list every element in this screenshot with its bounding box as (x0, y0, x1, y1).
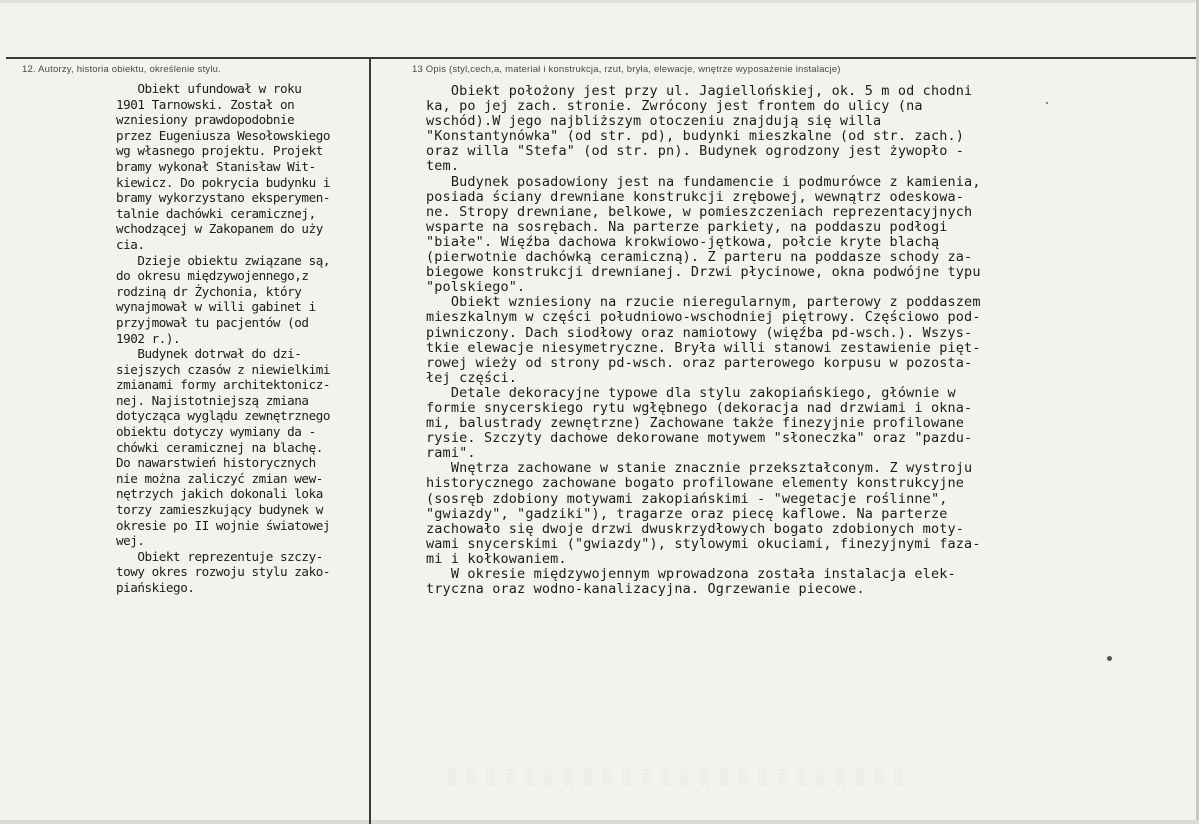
description-text-line: "białe". Więźba dachowa krokwiowo-jętkowa, połcie kryte blachą (426, 233, 940, 250)
description-text-line: Wnętrza zachowane w stanie znacznie przekształconym. Z wystroju (426, 460, 973, 477)
history-text-line: wchodzącej w Zakopanem do uży (116, 221, 323, 237)
history-text-line: talnie dachówki ceramicznej, (116, 205, 316, 221)
description-text-line: rowej wieży od strony pd-wsch. oraz parterowego korpusu w pozosta- (426, 354, 973, 371)
page-bottom-edge (0, 820, 1199, 824)
description-text-line: łej części. (426, 369, 518, 386)
description-text-line: rysie. Szczyty dachowe dekorowane motywem "słoneczka" oraz "pazdu- (426, 430, 973, 447)
history-text-line: bramy wykonał Stanisław Wit- (116, 158, 316, 174)
history-text-line: wzniesiony prawdopodobnie (116, 112, 295, 128)
description-text-line: tem. (426, 158, 460, 175)
history-text-line: bramy wykorzystano eksperymen- (116, 190, 330, 206)
history-text-line: rodziną dr Żychonia, który (116, 283, 302, 299)
history-column (116, 81, 368, 596)
description-text-line: "Konstantynówka" (od str. pd), budynki mieszkalne (od str. zach.) (426, 128, 965, 145)
history-text-line: cia. (116, 236, 145, 252)
history-text-line: Obiekt reprezentuje szczy- (116, 548, 323, 564)
section-13-header: 13 Opis (styl,cech,a, materiał i konstrukcja, rzut, bryła, elewacje, wnętrze wyposażenie instalacje) (412, 64, 841, 75)
history-text-line: nie można zaliczyć zmian wew- (116, 470, 323, 486)
history-text-line: wynajmował w willi gabinet i (116, 299, 316, 315)
history-text-line: towy okres rozwoju stylu zako- (116, 564, 330, 580)
description-text-line: (sosręb zdobiony motywami zakopiańskimi - "wegetacje roślinne", (426, 490, 948, 507)
faint-bleedthrough: ░░░░░░░░░░░░░░░░░░░░░░░░ (448, 770, 915, 786)
section-12-header: 12. Autorzy, historia obiektu, określenie stylu. (22, 64, 221, 75)
description-text-line: mi i kołkowaniem. (426, 550, 567, 567)
description-text-line: tryczna oraz wodno-kanalizacyjna. Ogrzewanie piecowe. (426, 581, 865, 598)
history-text-line: przyjmował tu pacjentów (od (116, 314, 309, 330)
description-text-line: wsparte na sosrębach. Na parterze parkiety, na poddaszu podłogi (426, 218, 948, 235)
history-text-line: zmianami formy architektonicz- (116, 377, 330, 393)
ink-dot (1107, 656, 1112, 661)
ink-speck (1046, 102, 1048, 104)
description-text-line: wschód).W jego najbliższym otoczeniu znajdują się willa (426, 113, 882, 130)
description-text-line: W okresie międzywojennym wprowadzona została instalacja elek- (426, 566, 956, 582)
description-text-line: formie snycerskiego rytu wgłębnego (dekoracja nad drzwiami i okna- (426, 399, 973, 416)
history-text-line: nej. Najistotniejszą zmiana (116, 392, 309, 408)
history-text-line: 1901 Tarnowski. Został on (116, 96, 295, 112)
description-text-line: piwniczony. Dach siodłowy oraz namiotowy (więźba pd-wsch.). Wszys- (426, 324, 973, 341)
history-text-line: nętrzych jakich dokonali loka (116, 486, 323, 502)
history-text-line: Do nawarstwień historycznych (116, 455, 316, 471)
description-text-line: biegowe konstrukcji drewnianej. Drzwi płycinowe, okna podwójne typu (426, 264, 981, 281)
description-text-line: Obiekt wzniesiony na rzucie nieregularnym, parterowy z poddaszem (426, 294, 981, 311)
description-text-line: wami snycerskimi ("gwiazdy"), stylowymi okuciami, finezyjnymi faza- (426, 535, 981, 552)
description-text-line: Detale dekoracyjne typowe dla stylu zakopiańskiego, głównie w (426, 384, 956, 401)
form-top-rule (6, 57, 1196, 59)
description-text-line: ka, po jej zach. stronie. Zwrócony jest frontem do ulicy (na (426, 98, 923, 115)
description-text-line: oraz willa "Stefa" (od str. pn). Budynek ogrodzony jest żywopło - (426, 143, 965, 160)
history-text-line: kiewicz. Do pokrycia budynku i (116, 174, 330, 190)
history-text-line: chówki ceramicznej na blachę. (116, 439, 323, 455)
history-text-line: siejszych czasów z niewielkimi (116, 361, 330, 377)
description-text-line: "gwiazdy", "gadziki"), tragarze oraz piecę kaflowe. Na parterze (426, 505, 948, 522)
description-text-line: tkie elewacje niesymetryczne. Bryła willi stanowi zestawienie pięt- (426, 339, 981, 356)
page-top-edge (0, 0, 1199, 3)
description-text-line: (pierwotnie dachówką ceramiczną). Z parteru na poddasze schody za- (426, 249, 973, 266)
column-divider (369, 58, 371, 824)
history-text-line: wg własnego projektu. Projekt (116, 143, 323, 159)
history-text-line: okresie po II wojnie światowej (116, 517, 330, 533)
history-text-line: dotycząca wyglądu zewnętrznego (116, 408, 330, 424)
description-column (426, 84, 1086, 597)
history-text-line: 1902 r.). (116, 330, 181, 346)
description-text-line: mieszkalnym w części południowo-wschodniej piętrowy. Częściowo pod- (426, 309, 981, 326)
description-text-line: zachowało się dwoje drzwi dwuskrzydłowych bogato zdobionych moty- (426, 520, 965, 537)
description-text-line: posiada ściany drewniane konstrukcji zrębowej, wewnątrz odeskowa- (426, 188, 965, 205)
history-text-line: przez Eugeniusza Wesołowskiego (116, 127, 330, 143)
history-text-line: wej. (116, 533, 145, 549)
history-text-line: piańskiego. (116, 580, 195, 595)
history-text-line: obiektu dotyczy wymiany da - (116, 424, 316, 440)
description-text-line: historycznego zachowane bogato profilowane elementy konstrukcyjne (426, 475, 965, 492)
description-text-line: rami". (426, 445, 476, 462)
description-text-line: mi, balustrady zewnętrzne) Zachowane także finezyjnie profilowane (426, 415, 965, 432)
description-text-line: ne. Stropy drewniane, belkowe, w pomieszczeniach reprezentacyjnych (426, 203, 973, 220)
history-text-line: do okresu międzywojennego,z (116, 268, 309, 284)
history-text-line: Obiekt ufundował w roku (116, 81, 302, 96)
description-text-line: Budynek posadowiony jest na fundamencie i podmurówce z kamienia, (426, 173, 981, 190)
history-text-line: Dzieje obiektu związane są, (116, 252, 330, 268)
description-text-line: "polskiego". (426, 279, 526, 296)
description-text-line: Obiekt położony jest przy ul. Jagiellońskiej, ok. 5 m od chodni (426, 83, 973, 99)
history-text-line: torzy zamieszkujący budynek w (116, 502, 323, 518)
history-text-line: Budynek dotrwał do dzi- (116, 346, 302, 362)
